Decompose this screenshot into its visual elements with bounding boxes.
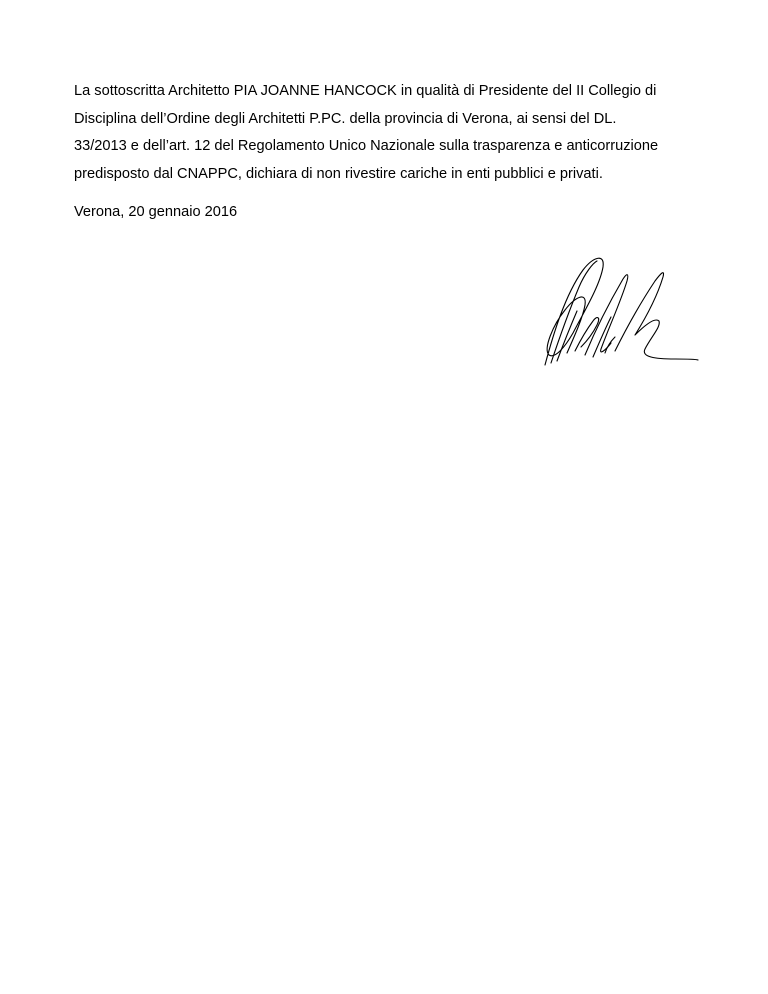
place-date: Verona, 20 gennaio 2016 <box>74 204 238 220</box>
declaration-line: Disciplina dell’Ordine degli Architetti P.PC. della provincia di Verona, ai sensi del DL. <box>74 110 617 127</box>
declaration-paragraph <box>74 78 704 188</box>
signature-icon <box>535 255 700 375</box>
declaration-line: 33/2013 e dell’art. 12 del Regolamento Unico Nazionale sulla trasparenza e anticorruzione <box>74 138 659 154</box>
declaration-line: La sottoscritta Architetto PIA JOANNE HANCOCK in qualità di Presidente del II Collegio di <box>74 83 657 99</box>
declaration-line: predisposto dal CNAPPC, dichiara di non rivestire cariche in enti pubblici e privati. <box>74 165 603 182</box>
